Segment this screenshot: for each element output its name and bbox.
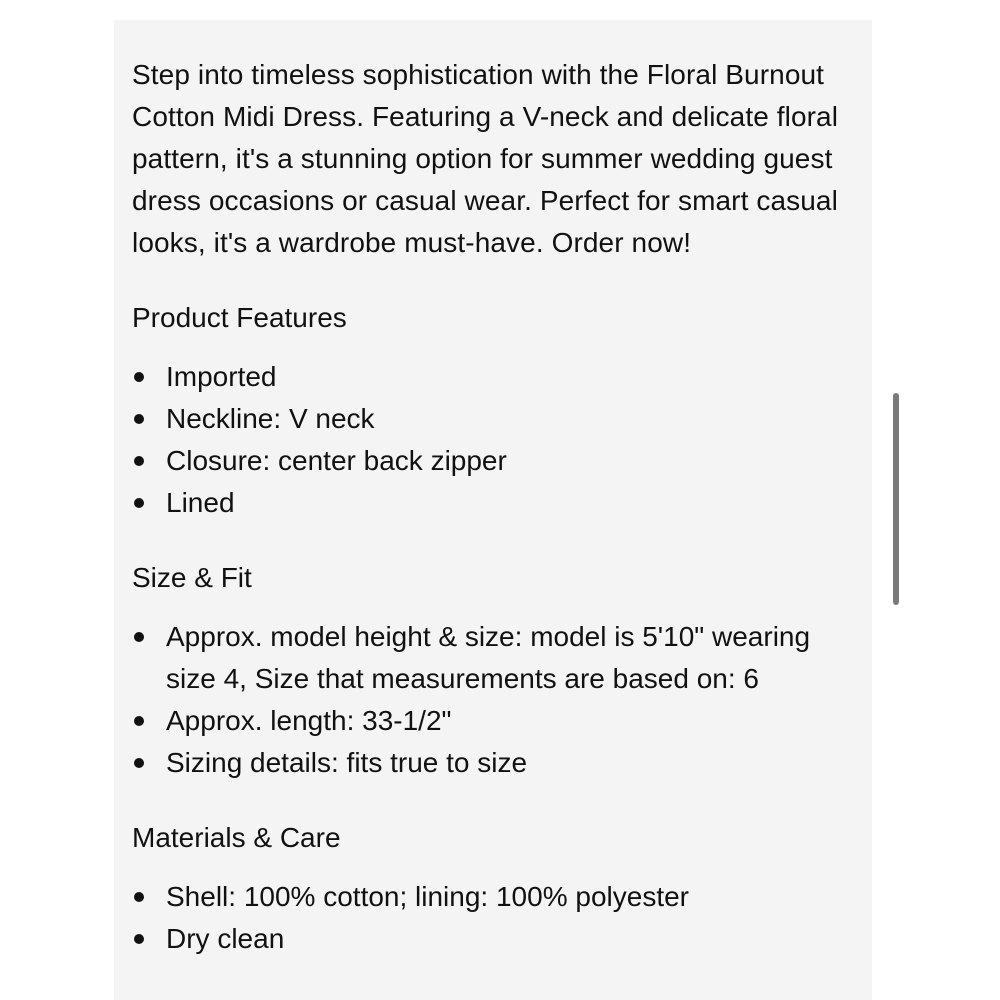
list-item xyxy=(132,616,854,700)
bullet-icon xyxy=(134,892,144,902)
bullet-icon xyxy=(134,716,144,726)
size-fit-heading: Size & Fit xyxy=(132,562,252,593)
list-item xyxy=(132,700,854,742)
bullet-icon xyxy=(134,934,144,944)
product-details-content xyxy=(132,54,854,960)
list-item xyxy=(132,440,854,482)
list-item-text: Lined xyxy=(166,487,235,518)
bullet-icon xyxy=(134,456,144,466)
list-item-text: Imported xyxy=(166,361,277,392)
list-item xyxy=(132,742,854,784)
list-item-text: Neckline: V neck xyxy=(166,403,375,434)
list-item-text: Shell: 100% cotton; lining: 100% polyester xyxy=(166,881,689,912)
product-features-heading: Product Features xyxy=(132,302,347,333)
materials-care-heading: Materials & Care xyxy=(132,822,341,853)
product-description: Step into timeless sophistication with the Floral Burnout Cotton Midi Dress. Featuring a V-neck and delicate floral pattern, it's a stunning option for summer wedding guest dress occasions or casual wear. Perfect for smart casual looks, it's a wardrobe must-have. Order now! xyxy=(132,59,839,258)
scrollbar-thumb[interactable] xyxy=(893,393,899,605)
list-item xyxy=(132,876,854,918)
product-features-list xyxy=(132,356,854,524)
list-item-text: Dry clean xyxy=(166,923,285,954)
bullet-icon xyxy=(134,414,144,424)
list-item xyxy=(132,398,854,440)
size-fit-list xyxy=(132,616,854,784)
materials-care-list xyxy=(132,876,854,960)
list-item-text: Approx. model height & size: model is 5'10" wearing size 4, Size that measurements are based on: 6 xyxy=(166,621,811,694)
list-item xyxy=(132,356,854,398)
list-item xyxy=(132,482,854,524)
list-item-text: Sizing details: fits true to size xyxy=(166,747,528,778)
bullet-icon xyxy=(134,498,144,508)
bullet-icon xyxy=(134,372,144,382)
list-item-text: Approx. length: 33-1/2" xyxy=(166,705,452,736)
bullet-icon xyxy=(134,758,144,768)
product-details-panel xyxy=(114,20,872,1000)
list-item-text: Closure: center back zipper xyxy=(166,445,507,476)
bullet-icon xyxy=(134,632,144,642)
list-item xyxy=(132,918,854,960)
